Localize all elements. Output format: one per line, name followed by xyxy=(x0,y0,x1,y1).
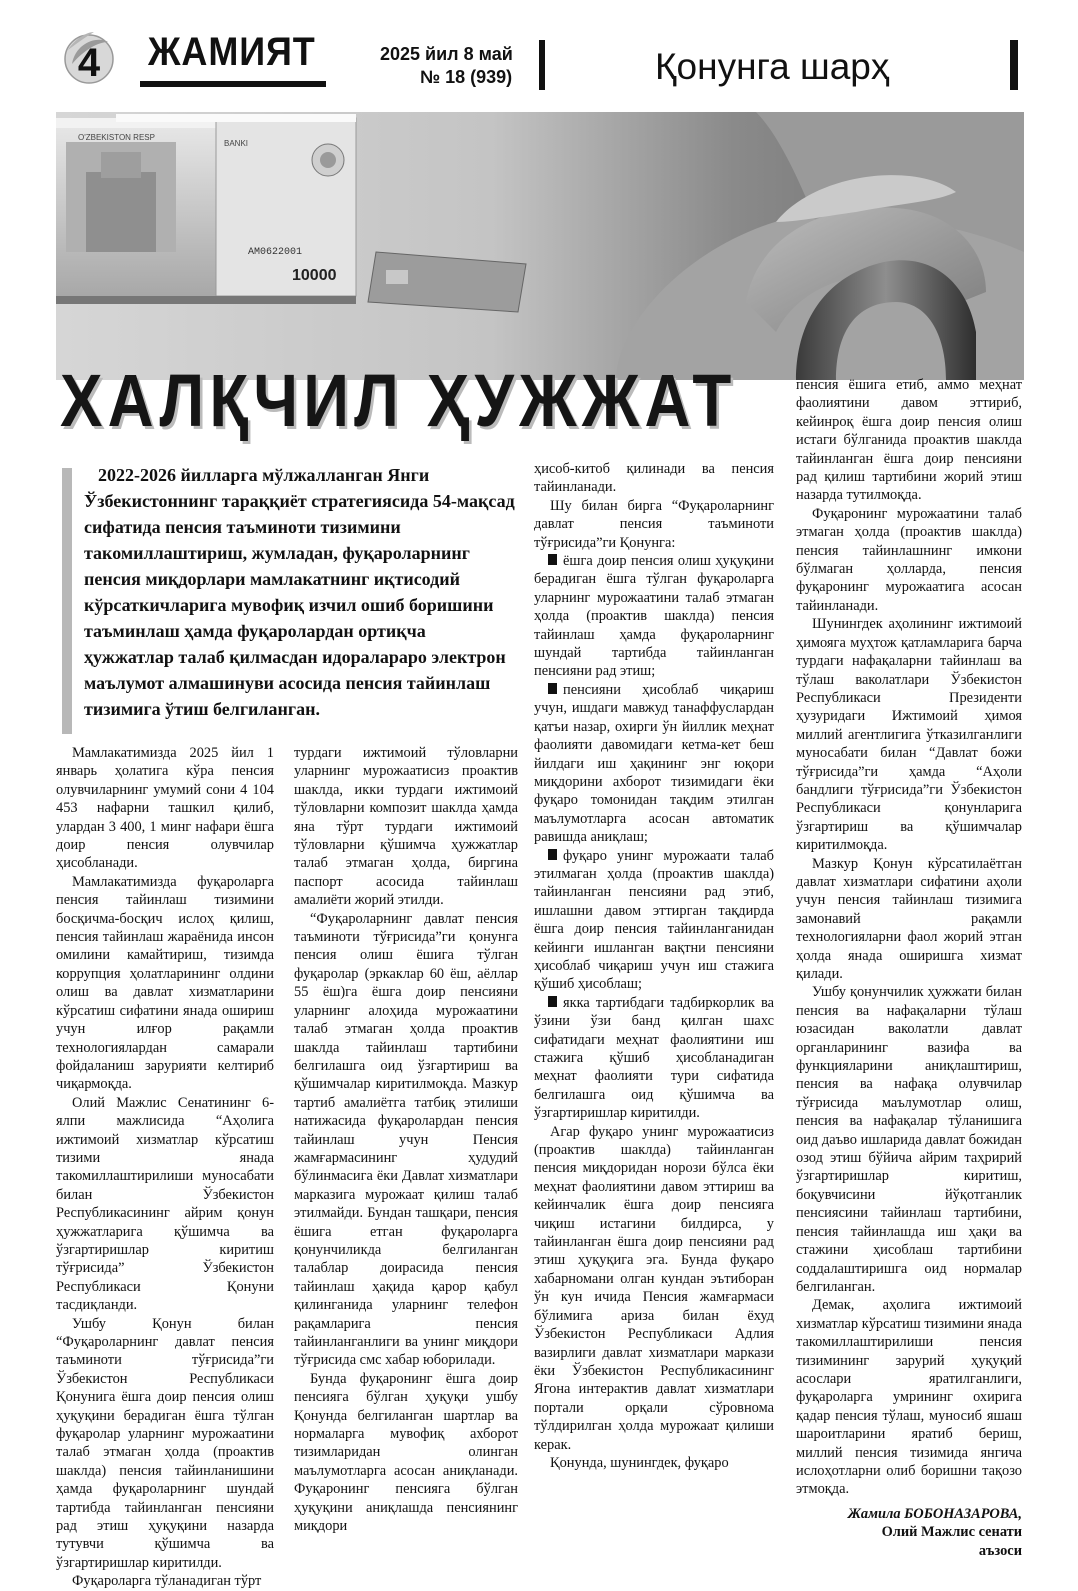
paragraph: Шу билан бирга “Фуқароларнинг давлат пенсия таъминоти тўғрисида”ги Қонунга: xyxy=(534,497,774,551)
bullet-text: фуқаро унинг мурожаати талаб этилмаган ҳолда (проактив шаклда) тайинланган пенсияни рад этиб, ишлашни давом эттирган тақдирда ёшга доир пенсия тайинланганидан кейинги ишланган вақтни пенсияни ҳисоблаб чиқариш учун иш стажига қўшиб ҳисоблаш; xyxy=(534,847,774,993)
column-2 xyxy=(294,744,518,1535)
bullet-item xyxy=(534,552,774,681)
banknote-serial: AM0622001 xyxy=(248,247,303,258)
paragraph: Ушбу Қонун билан “Фуқароларнинг давлат пенсия таъминоти тўғрисида”ги Ўзбекистон Республикаси Қонунига ёшга доир пенсия олиш ҳуқуқини берадиган ёшга тўлган фуқаролар уларнинг мурожаатини талаб этмаган ҳолда (проактив шаклда) пенсия тайинланишини ҳамда фуқароларнинг шундай тартибда тайинланган пенсияни рад этиш ҳуқуқини назарда тутувчи қўшимча ва ўзгартиришлар киритилди. xyxy=(56,1315,274,1571)
paragraph: Мазкур Қонун кўрсатилаётган давлат хизматлари сифатини аҳоли учун пенсия тайинлаш тизимига замонавий рақамли технологияларни фаол жорий этган ҳолда янада оширишга хизмат қилади. xyxy=(796,855,1022,982)
banknote-value: 10000 xyxy=(292,267,337,284)
paragraph: “Фуқароларнинг давлат пенсия таъминоти тўғрисида”ги қонунга пенсия олиш ёшига тўлган фуқаролар (эркаклар 60 ёш, аёллар 55 ёш)га ёшга доир пенсияни уларнинг алоҳида мурожаатини талаб этмаган ҳолда проактив шаклда тайинлаш тартибини белгилашга оид ўзгартириш ва қўшимчалар киритилмоқда. Мазкур тартиб амалиётга татбиқ этилиши натижасида фуқаролардан пенсия тайинлаш учун Пенсия жамғармасининг ҳудудий бўлинмасига ёки Давлат хизматлари марказига мурожаат қилиш талаб этилмайди. Бундан ташқари, пенсия ёшига етган фуқароларга қонунчиликда белгиланган талаблар доирасида пенсия тайинлаш ҳақида қарор қабул қилинганида уларнинг телефон рақамларига пенсия тайинланганлиги ва унинг миқдори тўғрисида смс хабар юборилади. xyxy=(294,910,518,1369)
rubric-marker xyxy=(1010,40,1018,90)
bullet-square-icon xyxy=(548,683,557,694)
headline: ХАЛҚЧИЛ ҲУЖЖАТ xyxy=(60,359,737,442)
bullet-text: ёшга доир пенсия олиш ҳуқуқини берадиган ёшга тўлган фуқароларга уларнинг мурожаатини талаб этмаган ҳолда (проактив шаклда) пенсия тайинлаш ҳамда фуқароларнинг шундай тартибда тайинланган пенсияни рад этиш; xyxy=(534,553,774,680)
page-number: 4 xyxy=(77,41,101,85)
bullet-square-icon xyxy=(548,996,557,1007)
author-role: Олий Мажлис сенати xyxy=(881,1524,1022,1541)
lead-text: 2022-2026 йилларга мўлжалланган Янги Ўзбекистоннинг тараққиёт стратегиясида 54-мақсад сифатида пенсия таъминоти тизимини такомиллаштириш, жумладан, фуқароларнинг пенсия миқдорлари мамлакатнинг иқтисодий кўрсаткичларига мувофиқ изчил ошиб боришини таъминлаш ҳамда фуқаролардан ортиқча ҳужжатлар талаб қилмасдан идоралараро электрон маълумот алмашинуви асосида пенсия тайинлаш тизимига ўтиш белгиланган. xyxy=(84,465,515,719)
paragraph: Мамлакатимизда 2025 йил 1 январь ҳолатига кўра пенсия олувчиларнинг умумий сони 4 104 453 нафарни ташкил қилиб, улардан 3 400, 1 минг нафари ёшга доир пенсия олувчилар ҳисобланади. xyxy=(56,745,274,872)
paragraph: Агар фуқаро унинг мурожаатисиз (проактив шаклда) тайинланган пенсия миқдоридан норози бўлса ёки меҳнат фаолиятини давом эттириш ва кейинчалик ёшга доир пенсияга чиқиш истагини билдирса, у тайинланган ёшга доир пенсияни рад этиш ҳуқуқига эга. Бунда фуқаро хабарномани олган кундан эътиборан ўн кун ичида Пенсия жамғармаси бўлимига ариза билан ёхуд Ўзбекистон Республикаси Адлия вазирлиги давлат хизматлари маркази ёки Ўзбекистон Республикасининг Ягона интерактив давлат хизматлари портали орқали сўровнома тўлдирилган ҳолда мурожаат қилиши керак. xyxy=(534,1123,774,1453)
bullet-item xyxy=(534,847,774,994)
column-3 xyxy=(534,460,774,1472)
lead-accent-bar xyxy=(62,468,72,734)
column-1 xyxy=(56,744,274,1591)
paragraph: Бунда фуқаронинг ёшга доир пенсияга бўлган ҳуқуқи ушбу Қонунда белгиланган шартлар ва нормаларга мувофиқ ахборот тизимларидан олинган маълумотларга асосан аниқланади. Фуқаронинг пенсияга бўлган ҳуқуқини аниқлашда пенсиянинг миқдори xyxy=(294,1370,518,1535)
paragraph: турдаги ижтимоий тўловларни уларнинг мурожаатисиз проактив шаклда, икки турдаги ижтимоий тўловларни композит шаклда ҳамда яна тўрт турдаги ижтимоий тўловларни қўшимча ҳужжатлар талаб этмаган ҳолда, биргина паспорт асосида тайинлаш амалиёти жорий этилди. xyxy=(294,745,518,909)
paragraph: Шунингдек аҳолининг ижтимоий ҳимояга муҳтож қатламларига барча турдаги нафақаларни тайинлаш ва тўлаш ваколатлари Ўзбекистон Республикаси Президенти ҳузуридаги Ижтимоий ҳимоя миллий агентлигига ўтказилганлиги муносабати билан “Давлат божи тўғрисида”ги ҳамда “Аҳоли бандлиги тўғрисида”ги Ўзбекистон Республикаси қонунларига ўзгартириш ва қўшимчалар киритилмоқда. xyxy=(796,616,1022,854)
header-divider xyxy=(539,40,545,90)
rubric-title: Қонунга шарҳ xyxy=(655,46,890,87)
paragraph: Фуқаронинг мурожаатини талаб этмаган ҳолда (проактив шаклда) пенсия тайинлашнинг имкони бўлмаган ҳолларда, пенсия фуқаронинг мурожаатига асосан тайинланади. xyxy=(796,505,1022,614)
issue-date: 2025 йил 8 май xyxy=(380,44,513,64)
section-title: ЖАМИЯТ xyxy=(148,30,316,74)
lead-paragraph xyxy=(84,462,520,722)
column-4 xyxy=(796,376,1022,1560)
paragraph: Демак, аҳолига ижтимоий хизматлар кўрсатиш тизимини янада такомиллаштирилиши пенсия тизимининг зарурий ҳуқуқий асослари яратилганлиги, фуқароларга умрининг охирига қадар пенсия тўлаш, муносиб яшаш шароитларини яратиб бериш, миллий пенсия тизимида янгича ислоҳотларни олиб боришни тақозо этмоқда. xyxy=(796,1297,1022,1498)
bullet-item xyxy=(534,994,774,1123)
bullet-square-icon xyxy=(548,849,557,860)
section-underline xyxy=(140,81,326,87)
paragraph: Фуқароларга тўланадиган тўрт xyxy=(72,1573,262,1590)
paragraph: пенсия ёшига етиб, аммо меҳнат фаолиятини давом эттириб, кейинроқ ёшга доир пенсия олиш истаги бўлганида проактив шаклда тайинланган ёшга доир пенсияни рад қилиш тартибини жорий этиш назарда тутилмоқда. xyxy=(796,377,1022,504)
bullet-square-icon xyxy=(548,554,557,565)
bullet-text: пенсияни ҳисоблаб чиқариш учун, ишдаги мавжуд танаффуслардан қатъи назар, охирги ўн йиллик меҳнат фаолияти давомидаги кетма-кет беш йилдаги иш ҳақининг энг юқори миқдорини ахборот тизимидаги ёки фуқаро томонидан тақдим этилган маълумотларга асосан автоматик равишда аниқлаш; xyxy=(534,681,774,846)
page-number-emblem xyxy=(58,28,120,90)
author-name: Жамила БОБОНАЗАРОВА, xyxy=(847,1505,1022,1522)
banknote-bank: O'ZBEKISTON RESP xyxy=(78,133,155,142)
bullet-text: якка тартибдаги тадбиркорлик ва ўзини ўзи банд қилган шахс сифатидаги меҳнат фаолиятини иш стажига қўшиб ҳисобланадиган меҳнат фаолияти тури сифатида белгилашга оид қўшимча ва ўзгартиришлар киритилди. xyxy=(534,994,774,1122)
issue-number: № 18 (939) xyxy=(420,67,513,87)
paragraph: ҳисоб-китоб қилинади ва пенсия тайинланади. xyxy=(534,461,774,496)
paragraph: Олий Мажлис Сенатининг 6-ялпи мажлисида “Аҳолига ижтимоий хизматлар кўрсатиш тизими янада такомиллаштирилиши муносабати билан Ўзбекистон Республикасининг айрим қонун ҳужжатларига қўшимча ва ўзгартиришлар киритиш тўғрисида” Ўзбекистон Республикаси Қонуни тасдиқланди. xyxy=(56,1094,274,1314)
card-label: BANKI xyxy=(224,139,249,148)
article-photo xyxy=(56,112,1024,380)
paragraph: Қонунда, шунингдек, фуқаро xyxy=(550,1454,729,1471)
author-role-cont: аъзоси xyxy=(978,1542,1022,1559)
paragraph: Мамлакатимизда фуқароларга пенсия тайинлаш тизимини босқичма-босқич ислоҳ қилиш, пенсия тайинлаш жараёнида инсон омилини камайтириш, тизимда коррупция ҳолатларининг олдини олиш ва давлат хизматларини кўрсатиш сифатини янада ошириш учун илғор рақамли технологиялардан самарали фойдаланиш зарурияти келтириб чиқармоқда. xyxy=(56,873,274,1093)
bullet-item xyxy=(534,681,774,847)
paragraph: Ушбу қонунчилик ҳужжати билан пенсия ва нафақаларни тўлаш юзасидан ваколатли давлат органларининг вазифа ва функцияларини аниқлаштириш, пенсия ва нафақа олувчилар тўғрисида маълумотлар олиш, пенсия ва нафақалар тўланишига оид даъво ишларида давлат божидан озод этиш бўйича айрим таҳририй ўзгартиришлар киритиш, боқувчисини йўқотганлик пенсиясини тайинлаш тартибини, пенсия тайинлашда иш ҳақи ва стажини ҳисоблаш тартибини соддалаштиришга оид нормалар белгиланган. xyxy=(796,984,1022,1295)
